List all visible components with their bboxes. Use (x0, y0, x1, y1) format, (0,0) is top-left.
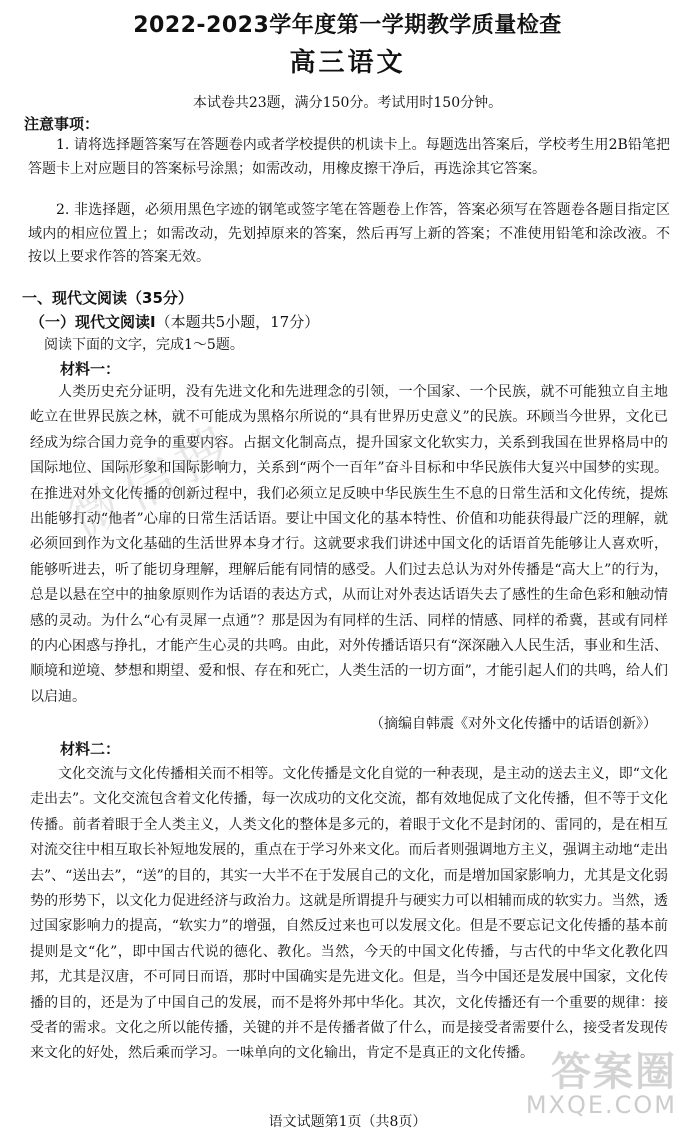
watermark-url: MXQE.COM (525, 1091, 677, 1119)
section-heading: 一、现代文阅读（35分） (22, 289, 193, 307)
exam-title: 2022-2023学年度第一学期教学质量检查 (133, 13, 562, 38)
material-one-source: （摘编自韩震《对外文化传播中的话语创新》） (370, 716, 657, 732)
sub-heading-title: （一）现代文阅读Ⅰ (30, 313, 156, 331)
reading-instruction: 阅读下面的文字，完成1～5题。 (44, 337, 244, 353)
page-footer: 语文试题第1页（共8页） (268, 1114, 427, 1130)
material-two-text: 文化交流与文化传播相关而不相等。文化传播是文化自觉的一种表现，是主动的送去主义，即“文化走出去”。文化交流包含着文化传播，每一次成功的文化交流，都有效地促成了文化传播，但不等于文化传播。前者着眼于全人类主义，人类文化的整体是多元的，着眼于文化不是封闭的、雷同的，是在相互对流交往中相互取长补短地发展的，重点在于学习外来文化。而后者则强调地方主义，强调主动地“走出去”、“送出去”，“送”的目的，其实一大半不在于发展自己的文化，而是增加国家影响力，尤其是文化弱势的形势下，以文化力促进经济与政治力。这就是所谓提升与硬实力可以相辅而成的软实力。当然，透过国家影响力的提高，“软实力”的增强，自然反过来也可以发展文化。但是不要忘记文化传播的基本前提则是文“化”，即中国古代说的德化、教化。当然，今天的中国文化传播，与古代的中华文化教化四邦，尤其是汉唐，不可同日而语，那时中国确实是先进文化。但是，当今中国还是发展中国家，文化传播的目的，还是为了中国自己的发展，而不是将外邦中华化。其次，文化传播还有一个重要的规律：接受者的需求。文化之所以能传播，关键的并不是传播者做了什么，而是接受者需要什么，接受者发现传来文化的好处，然后乘而学习。一味单向的文化输出，肯定不是真正的文化传播。 (30, 766, 668, 1062)
notice-item: 1. 请将选择题答案写在答题卷内或者学校提供的机读卡上。每题选出答案后，学校考生用2B铅笔把答题卡上对应题目的答案标号涂黑；如需改动，用橡皮擦干净后，再选涂其它答案。 (28, 137, 670, 177)
exam-info: 本试卷共23题，满分150分。考试用时150分钟。 (192, 95, 503, 111)
notice-heading: 注意事项： (24, 115, 100, 133)
material-one-label: 材料一： (60, 360, 121, 378)
material-one-text: 人类历史充分证明，没有先进文化和先进理念的引领，一个国家、一个民族，就不可能独立自主地屹立在世界民族之林，就不可能成为黑格尔所说的“具有世界历史意义”的民族。环顾当今世界，文化已经成为综合国力竞争的重要内容。占据文化制高点，提升国家文化软实力，关系到我国在世界格局中的国际地位、国际形象和国际影响力，关系到“两个一百年”奋斗目标和中华民族伟大复兴中国梦的实现。在推进对外文化传播的创新过程中，我们必须立足反映中华民族生生不息的日常生活和文化传统，提炼出能够打动“他者”心扉的日常生活话语。要让中国文化的基本特性、价值和功能获得最广泛的理解，就必须回到作为文化基础的生活世界本身才行。这就要求我们讲述中国文化的话语首先能够让人喜欢听，能够听进去，听了能切身理解，理解后能有同情的感受。人们过去总认为对外传播是“高大上”的行为，总是以悬在空中的抽象原则作为话语的表达方式，从而让对外表达话语失去了感性的生命色彩和触动情感的灵动。为什么“心有灵犀一点通”？那是因为有同样的生活、同样的情感、同样的希冀，甚或有同样的内心困惑与挣扎，才能产生心灵的共鸣。由此，对外传播话语只有“深深融入人民生活，事业和生活、顺境和逆境、梦想和期望、爱和恨、存在和死亡，人类生活的一切方面”，才能引起人们的共鸣，给人们以启迪。 (30, 384, 668, 705)
subject-title: 高三语文 (289, 48, 406, 78)
watermark-left: 微信搜 (59, 413, 247, 552)
sub-heading (30, 311, 319, 332)
notice-item: 2. 非选择题，必须用黑色字迹的钢笔或签字笔在答题卷上作答，答案必须写在答题卷各题目指定区域内的相应位置上；如需改动，先划掉原来的答案，然后再写上新的答案；不准使用铅笔和涂改液。不按以上要求作答的答案无效。 (28, 202, 670, 265)
watermark-logo-text: 答案圈 (551, 1049, 677, 1095)
material-two-label: 材料二： (60, 740, 121, 758)
sub-heading-note: （本题共5小题，17分） (155, 313, 320, 331)
